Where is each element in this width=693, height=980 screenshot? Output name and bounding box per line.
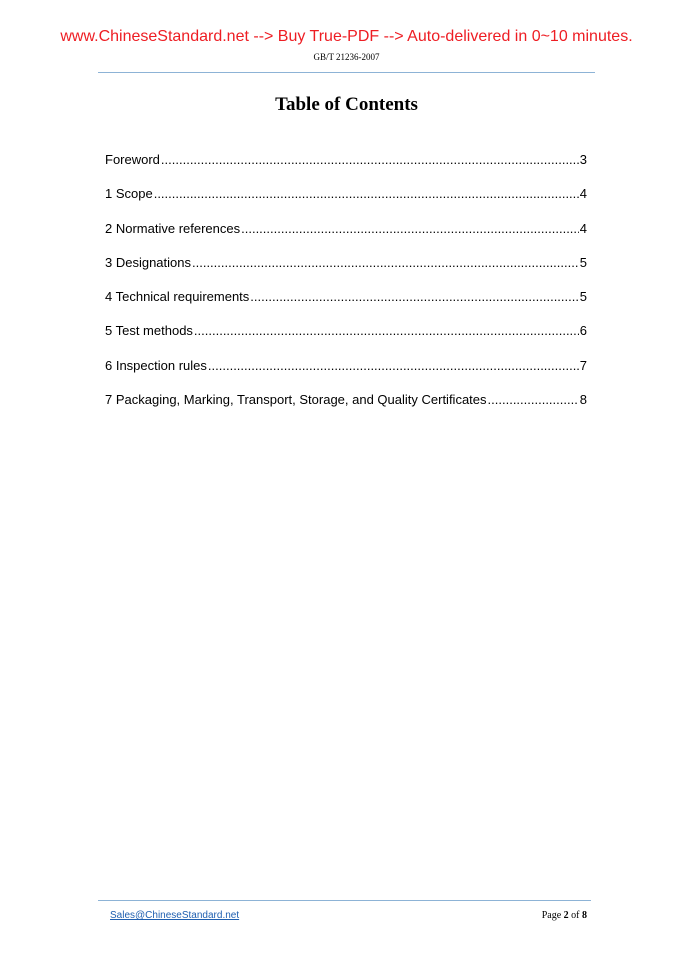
page-of: of [571, 910, 580, 921]
toc-item-page: 4 [579, 220, 587, 236]
toc-item-page: 6 [579, 323, 587, 339]
toc-item-normative-references[interactable] [105, 221, 587, 255]
toc-item-page: 8 [579, 392, 587, 408]
page-prefix: Page [541, 910, 562, 921]
toc-item-label: 2 Normative references [105, 220, 241, 236]
page-title: Table of Contents [275, 94, 418, 115]
header-banner-link[interactable]: www.ChineseStandard.net --> Buy True-PDF --> Auto-delivered in 0~10 minutes. [60, 28, 633, 45]
toc-item-label: 6 Inspection rules [105, 357, 207, 373]
toc-item-label: 3 Designations [105, 254, 191, 270]
footer-divider [98, 900, 591, 901]
toc-leader-dots [250, 289, 578, 304]
document-number: GB/T 21236-2007 [313, 52, 380, 62]
toc-leader-dots [488, 392, 579, 407]
toc-item-page: 7 [579, 357, 587, 373]
toc-leader-dots [161, 152, 579, 167]
page-number [542, 910, 587, 921]
toc-item-label: 5 Test methods [105, 323, 193, 339]
toc-leader-dots [241, 221, 579, 236]
toc-item-inspection-rules[interactable] [105, 358, 587, 392]
toc-item-scope[interactable] [105, 186, 587, 220]
toc-item-page: 3 [579, 152, 587, 167]
header-divider [98, 72, 595, 73]
toc-item-designations[interactable] [105, 255, 587, 289]
toc-item-label: 7 Packaging, Marking, Transport, Storage, and Quality Certificates [105, 392, 487, 408]
toc-item-label: 1 Scope [105, 186, 153, 202]
toc-item-test-methods[interactable] [105, 323, 587, 357]
toc-item-page: 4 [579, 186, 587, 202]
footer-email-link[interactable]: Sales@ChineseStandard.net [110, 910, 240, 921]
toc-item-packaging[interactable] [105, 392, 587, 426]
toc-item-page: 5 [579, 289, 587, 305]
toc-item-technical-requirements[interactable] [105, 289, 587, 323]
page-total: 8 [582, 910, 587, 921]
page-current: 2 [563, 910, 569, 921]
table-of-contents [105, 152, 587, 426]
toc-item-label: Foreword [105, 152, 160, 167]
toc-leader-dots [208, 358, 579, 373]
toc-item-page: 5 [579, 254, 587, 270]
toc-leader-dots [194, 323, 579, 338]
toc-item-foreword[interactable] [105, 152, 587, 186]
toc-leader-dots [192, 255, 579, 270]
toc-item-label: 4 Technical requirements [105, 289, 250, 305]
toc-leader-dots [154, 186, 579, 201]
